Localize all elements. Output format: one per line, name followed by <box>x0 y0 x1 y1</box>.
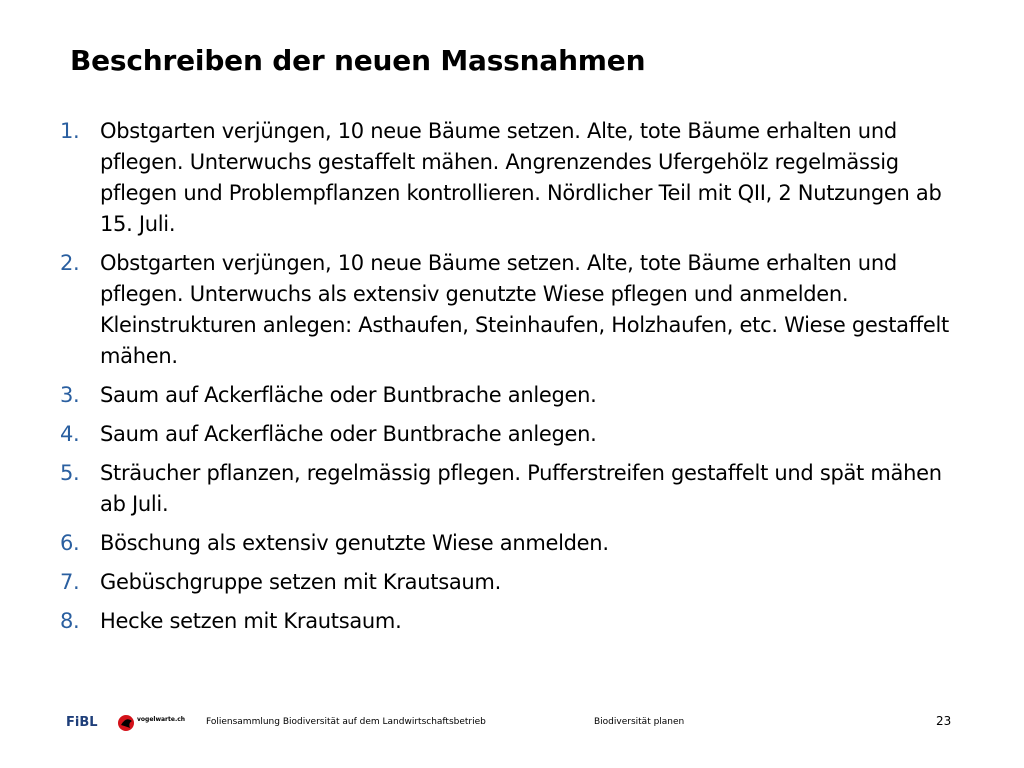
fibl-logo: FiBL <box>66 715 98 730</box>
list-item-number: 8. <box>60 609 80 633</box>
list-item-number: 5. <box>60 461 80 485</box>
list-item-text: Obstgarten verjüngen, 10 neue Bäume setzen. Alte, tote Bäume erhalten und pflegen. Unterwuchs als extensiv genutzte Wiese pflegen und anmelden. Kleinstrukturen anlegen: Asthaufen, Steinhaufen, Holzhaufen, etc. Wiese gestaffelt mähen. <box>100 251 949 368</box>
list-item <box>60 419 960 450</box>
list-item-text: Saum auf Ackerfläche oder Buntbrache anlegen. <box>100 422 597 446</box>
list-item-text: Gebüschgruppe setzen mit Krautsaum. <box>100 570 501 594</box>
list-item <box>60 248 960 372</box>
list-item <box>60 606 960 637</box>
list-item-number: 6. <box>60 531 80 555</box>
list-item <box>60 567 960 598</box>
list-item <box>60 380 960 411</box>
slide-footer <box>0 706 1024 746</box>
list-item-text: Obstgarten verjüngen, 10 neue Bäume setzen. Alte, tote Bäume erhalten und pflegen. Unterwuchs gestaffelt mähen. Angrenzendes Ufergehölz regelmässig pflegen und Problempflanzen kontrollieren. Nördlicher Teil mit QII, 2 Nutzungen ab 15. Juli. <box>100 119 942 236</box>
list-item-number: 7. <box>60 570 80 594</box>
list-item <box>60 458 960 520</box>
list-item-text: Sträucher pflanzen, regelmässig pflegen. Pufferstreifen gestaffelt und spät mähen ab Juli. <box>100 461 942 516</box>
list-item-number: 2. <box>60 251 80 275</box>
list-item-text: Böschung als extensiv genutzte Wiese anmelden. <box>100 531 609 555</box>
measures-list <box>60 116 960 645</box>
list-item-number: 3. <box>60 383 80 407</box>
page-number: 23 <box>936 714 952 728</box>
footer-topic: Biodiversität planen <box>594 717 685 727</box>
footer-collection-title: Foliensammlung Biodiversität auf dem Landwirtschaftsbetrieb <box>206 717 486 727</box>
list-item-number: 4. <box>60 422 80 446</box>
vogelwarte-logo-text: vogelwarte.ch <box>137 716 186 723</box>
list-item <box>60 528 960 559</box>
list-item-text: Saum auf Ackerfläche oder Buntbrache anlegen. <box>100 383 597 407</box>
list-item-number: 1. <box>60 119 80 143</box>
list-item <box>60 116 960 240</box>
slide-title: Beschreiben der neuen Massnahmen <box>70 44 646 77</box>
list-item-text: Hecke setzen mit Krautsaum. <box>100 609 402 633</box>
